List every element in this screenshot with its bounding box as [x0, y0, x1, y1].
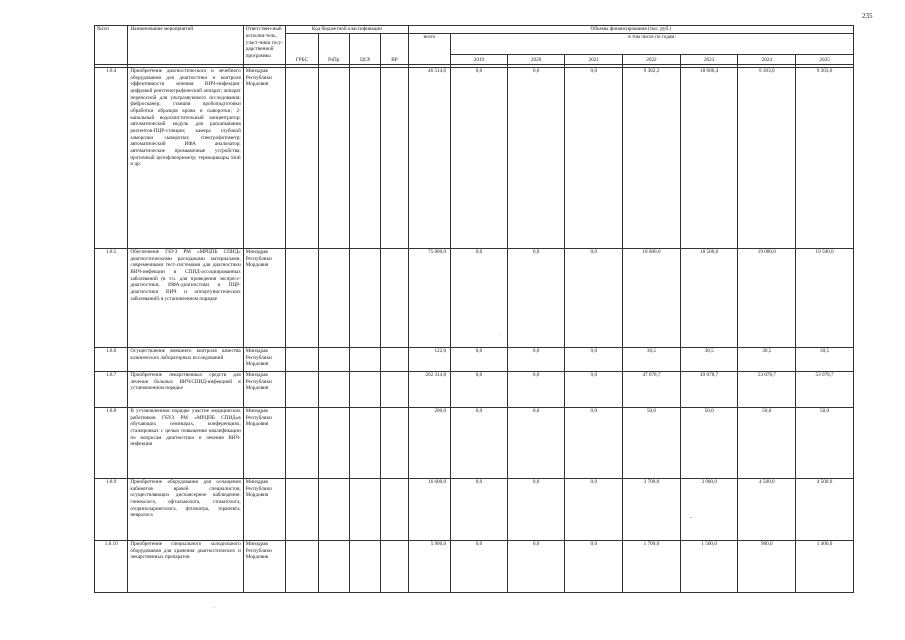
row-csr: [349, 68, 380, 249]
table-row: [95, 541, 854, 593]
row-activity-name: Обеспечение ГБУЗ РМ «МРЦПБ СПИД» диагностическими расходными материалами, современными тест-системами для диагностики ВИЧ-инфекции в СПИД-ассоциированных заболеваний (в т.ч. для проведения экспресс-диагностики, ИФА-диагностики и ПЦР-диагностики ВИЧ и оппортунистических заболеваний) в установленном порядке: [128, 249, 243, 348]
header-year: 2024: [738, 55, 796, 65]
row-grbs: [286, 541, 318, 593]
row-number: 1.8.7: [95, 372, 128, 408]
row-grbs: [286, 372, 318, 408]
row-total: 122,0: [408, 348, 450, 372]
row-total: 202 314,8: [408, 372, 450, 408]
header-num: №п/п: [95, 26, 128, 65]
row-year-value: 1 400,0: [796, 541, 854, 593]
row-year-value: 0,0: [565, 479, 623, 541]
header-year: 2019: [451, 55, 508, 65]
row-executor: Минздрав Республики Мордовия: [243, 68, 285, 249]
row-executor: Минздрав Республики Мордовия: [243, 479, 285, 541]
row-number: 1.8.8: [95, 408, 128, 479]
row-total: 5 900,0: [408, 541, 450, 593]
row-year-value: 9 303,0: [738, 68, 796, 249]
row-year-value: 3 700,0: [623, 479, 681, 541]
row-number: 1.8.6: [95, 348, 128, 372]
header-name: Наименование мероприятий: [128, 26, 243, 65]
row-csr: [349, 249, 380, 348]
row-activity-name: Приобретение диагностического и лечебного оборудования для диагностики и контроля эффективности лечения ВИЧ-инфекции: цифровой рентгенографический аппарат; аппарат переносной для ультразвукового исследования; фибросканер; станция пробоподготовки обработки образцов крови и сыворотки; 2-канальный водоочистительный концентратор; автоматический модуль для раскапывания реагентов-ПЦР-станции; камера глубокой заморозки сыворотки; спектрофотометр; автоматический ИФА анализатор; автоматические промывочные устройства; проточный цитофлюориметр; термоцикыры Sinti и др.: [128, 68, 243, 249]
header-year: 2021: [565, 55, 623, 65]
table-row: [95, 372, 854, 408]
row-total: 200,0: [408, 408, 450, 479]
row-year-value: 0,0: [565, 249, 623, 348]
row-executor: Минздрав Республики Мордовия: [243, 408, 285, 479]
row-rzpr: [318, 68, 349, 249]
header-csr: ЦСР: [349, 34, 380, 65]
row-number: 1.8.10: [95, 541, 128, 593]
row-csr: [349, 408, 380, 479]
row-vr: [381, 348, 408, 372]
row-vr: [381, 408, 408, 479]
row-total: 16 600,0: [408, 479, 450, 541]
row-activity-name: В установленном порядке участие медицинских работников ГБУЗ РМ «МРЦПБ СПИД»в обучающих семинарах, конференциях, стажировках с целью повышения квалификации по вопросам диагностики и лечения ВИЧ-инфекции: [128, 408, 243, 479]
row-rzpr: [318, 479, 349, 541]
row-year-value: 47 078,7: [623, 372, 681, 408]
row-executor: Минздрав Республики Мордовия: [243, 348, 285, 372]
table-row: [95, 479, 854, 541]
row-year-value: 0,0: [507, 541, 565, 593]
row-rzpr: [318, 408, 349, 479]
table-row: [95, 348, 854, 372]
row-number: 1.8.9: [95, 479, 128, 541]
row-year-value: 49 078,7: [680, 372, 738, 408]
row-total: 46 514,6: [408, 68, 450, 249]
row-year-value: 0,0: [451, 479, 508, 541]
row-year-value: 0,0: [565, 408, 623, 479]
row-year-value: 9 302,2: [623, 68, 681, 249]
row-year-value: 18 500,0: [680, 249, 738, 348]
row-grbs: [286, 408, 318, 479]
row-activity-name: Приобретение специального холодильного оборудования для хранения диагностических и лекарственных препаратов: [128, 541, 243, 593]
scan-mark: .: [499, 331, 501, 337]
row-executor: Минздрав Республики Мордовия: [243, 249, 285, 348]
row-year-value: 0,0: [565, 372, 623, 408]
row-vr: [381, 249, 408, 348]
row-vr: [381, 372, 408, 408]
header-total: всего: [408, 34, 450, 65]
row-executor: Минздрав Республики Мордовия: [243, 541, 285, 593]
row-year-value: 0,0: [451, 541, 508, 593]
row-year-value: 0,0: [565, 68, 623, 249]
header-year: 2023: [680, 55, 738, 65]
row-activity-name: Приобретение оборудования для оснащения кабинетов врачей специалистов, осуществляющих диспансерное наблюдение: гинеколога, офтальмолога, стоматолога, оториноларинголога, фтизиатра, терапевта, невролога: [128, 479, 243, 541]
row-year-value: 0,0: [565, 348, 623, 372]
row-year-value: 1 500,0: [680, 541, 738, 593]
row-csr: [349, 541, 380, 593]
header-executor: Ответствен-ный исполни-тель, участ-ники госу-дарственной программы: [243, 26, 285, 65]
table-row: [95, 68, 854, 249]
page-number: 235: [862, 12, 873, 20]
row-year-value: 9 303,0: [796, 68, 854, 249]
header-year: 2022: [623, 55, 681, 65]
header-rzpr: РзПр: [318, 34, 349, 65]
table-row: [95, 249, 854, 348]
row-year-value: 3 900,0: [680, 479, 738, 541]
header-year: 2025: [796, 55, 854, 65]
row-year-value: 0,0: [451, 372, 508, 408]
row-year-value: 18 606,4: [680, 68, 738, 249]
row-executor: Минздрав Республики Мордовия: [243, 372, 285, 408]
row-csr: [349, 348, 380, 372]
row-year-value: 0,0: [451, 68, 508, 249]
row-year-value: 4 500,0: [738, 479, 796, 541]
header-vr: ВР: [381, 34, 408, 65]
row-grbs: [286, 479, 318, 541]
row-year-value: 900,0: [738, 541, 796, 593]
row-grbs: [286, 348, 318, 372]
row-activity-name: Осуществление внешнего контроля качества клинических лабораторных исследований: [128, 348, 243, 372]
row-year-value: 4 500,0: [796, 479, 854, 541]
row-year-value: 0,0: [451, 348, 508, 372]
scan-mark: -: [690, 515, 692, 521]
row-vr: [381, 68, 408, 249]
header-funding: Объемы финансирования (тыс. руб.): [408, 26, 853, 34]
row-year-value: 1 700,0: [623, 541, 681, 593]
row-year-value: 30,5: [680, 348, 738, 372]
header-budget-code: Код бюджетной классификации: [286, 26, 408, 34]
row-year-value: 0,0: [507, 68, 565, 249]
row-year-value: 19 500,0: [796, 249, 854, 348]
row-year-value: 19 000,0: [738, 249, 796, 348]
row-rzpr: [318, 541, 349, 593]
row-year-value: 0,0: [507, 249, 565, 348]
row-csr: [349, 372, 380, 408]
row-year-value: 0,0: [507, 408, 565, 479]
row-rzpr: [318, 348, 349, 372]
row-year-value: 0,0: [507, 479, 565, 541]
header-by-years: в том числе по годам:: [451, 34, 854, 55]
row-year-value: 30,5: [796, 348, 854, 372]
row-year-value: 0,0: [451, 408, 508, 479]
row-number: 1.8.5: [95, 249, 128, 348]
row-year-value: 18 000,0: [623, 249, 681, 348]
row-year-value: 0,0: [565, 541, 623, 593]
row-year-value: 50,0: [623, 408, 681, 479]
header-grbs: ГРБС: [286, 34, 318, 65]
row-year-value: 0,0: [507, 348, 565, 372]
row-rzpr: [318, 249, 349, 348]
row-grbs: [286, 249, 318, 348]
row-year-value: 50,0: [680, 408, 738, 479]
row-vr: [381, 479, 408, 541]
header-year: 2020: [507, 55, 565, 65]
row-total: 75 000,0: [408, 249, 450, 348]
row-year-value: 30,5: [623, 348, 681, 372]
row-year-value: 50,0: [738, 408, 796, 479]
row-csr: [349, 479, 380, 541]
scan-mark: .: [214, 604, 216, 610]
row-year-value: 0,0: [451, 249, 508, 348]
row-vr: [381, 541, 408, 593]
row-year-value: 53 078,7: [738, 372, 796, 408]
row-year-value: 0,0: [507, 372, 565, 408]
table-row: [95, 408, 854, 479]
row-activity-name: Приобретение лекарственных средств для лечения больных ВИЧ/СПИД-инфекцией в установленном порядке: [128, 372, 243, 408]
row-number: 1.8.4: [95, 68, 128, 249]
row-year-value: 53 078,7: [796, 372, 854, 408]
row-grbs: [286, 68, 318, 249]
row-year-value: 30,5: [738, 348, 796, 372]
funding-table: [94, 25, 854, 593]
row-year-value: 50,0: [796, 408, 854, 479]
row-rzpr: [318, 372, 349, 408]
